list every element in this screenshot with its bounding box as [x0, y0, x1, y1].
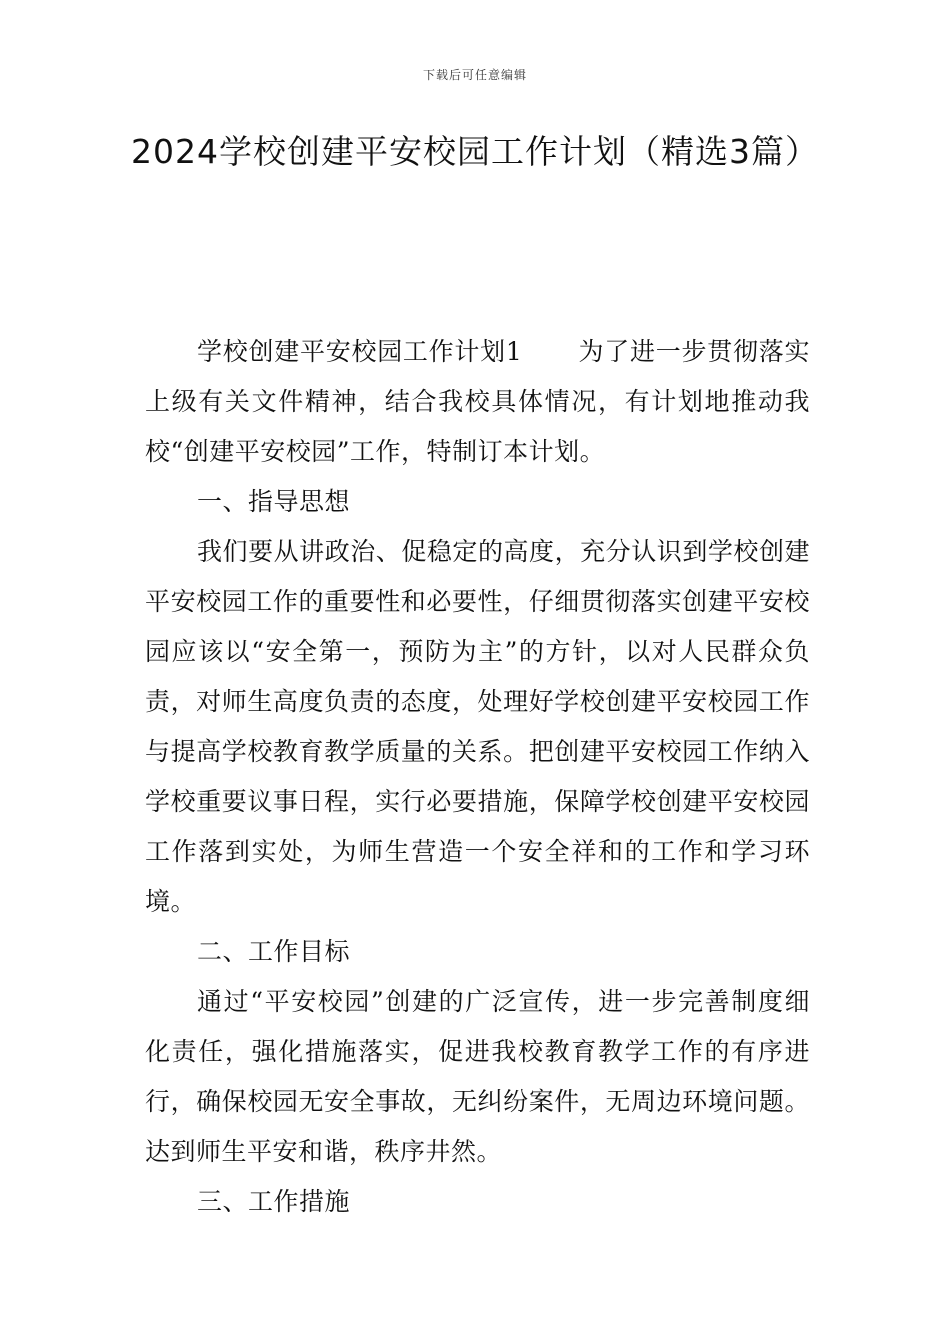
section-heading-work-goals: 二、工作目标	[197, 937, 351, 966]
document-title: 2024学校创建平安校园工作计划（精选3篇）	[131, 132, 819, 171]
section-body-work-goals: 通过“平安校园”创建的广泛宣传，进一步完善制度细化责任，强化措施落实，促进我校教育教学工作的有序进行，确保校园无安全事故，无纠纷案件，无周边环境问题。达到师生平安和谐，秩序井然。	[145, 987, 810, 1166]
intro-text: 为了进一步贯彻落实上级有关文件精神，结合我校具体情况，有计划地推动我校“创建平安校园”工作，特制订本计划。	[145, 337, 810, 466]
section-body-guiding-thought: 我们要从讲政治、促稳定的高度，充分认识到学校创建平安校园工作的重要性和必要性，仔细贯彻落实创建平安校园应该以“安全第一，预防为主”的方针，以对人民群众负责，对师生高度负责的态度，处理好学校创建平安校园工作与提高学校教育教学质量的关系。把创建平安校园工作纳入学校重要议事日程，实行必要措施，保障学校创建平安校园工作落到实处，为师生营造一个安全祥和的工作和学习环境。	[145, 537, 810, 916]
section-heading-guiding-thought: 一、指导思想	[197, 487, 351, 516]
section-heading-work-measures: 三、工作措施	[197, 1187, 351, 1216]
plan-heading: 学校创建平安校园工作计划1	[197, 337, 523, 366]
header-note: 下载后可任意编辑	[422, 68, 527, 82]
document-body	[145, 327, 810, 1227]
intro-paragraph	[145, 327, 810, 477]
